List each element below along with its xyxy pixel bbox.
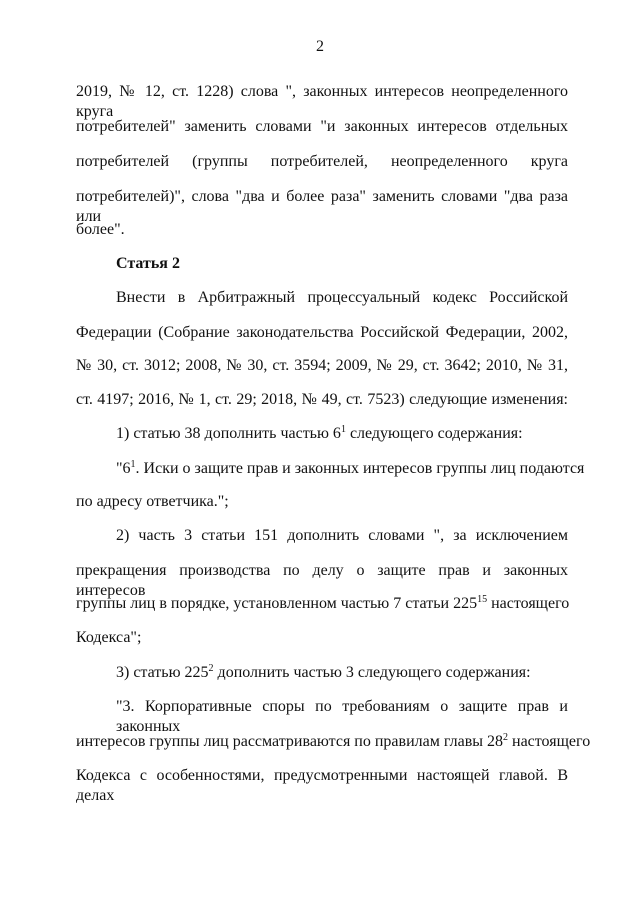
body-line [116,424,568,444]
body-line: прекращения производства по делу о защите прав и законных интересов [76,562,568,599]
line-text: группы лиц в порядке, установленном частью 7 статьи 225 [76,595,478,612]
body-line: 2) часть 3 статьи 151 дополнить словами ", за исключением [116,527,568,544]
body-line [76,732,591,752]
line-text: настоящего [508,733,591,750]
line-text: 1) статью 38 дополнить частью 6 [116,425,341,442]
superscript: 2 [208,663,214,674]
line-text: . Иски о защите прав и законных интересов группы лиц подаются [135,460,585,477]
body-line [116,663,568,683]
superscript: 1 [130,459,136,470]
body-line: "3. Корпоративные споры по требованиям о защите прав и законных [116,698,568,735]
body-line [76,594,568,614]
line-text: интересов группы лиц рассматриваются по правилам главы 28 [76,733,503,750]
article-heading: Статья 2 [116,255,180,272]
body-line: потребителей" заменить словами "и законных интересов отдельных [76,118,568,135]
body-line: ст. 4197; 2016, № 1, ст. 29; 2018, № 49, ст. 7523) следующие изменения: [76,391,568,408]
line-text: дополнить частью 3 следующего содержания: [213,664,531,681]
line-text: настоящего [487,595,570,612]
body-line: более". [76,221,125,238]
line-text: следующего содержания: [345,425,523,442]
superscript: 1 [340,424,346,435]
body-line [116,459,585,479]
body-line: № 30, ст. 3012; 2008, № 30, ст. 3594; 2009, № 29, ст. 3642; 2010, № 31, [76,357,568,374]
body-line: 2019, № 12, ст. 1228) слова ", законных интересов неопределенного круга [76,83,568,120]
body-line: Федерации (Собрание законодательства Российской Федерации, 2002, [76,324,568,341]
line-text: 3) статью 225 [116,664,209,681]
body-line: по адресу ответчика."; [76,493,229,510]
body-line: Внести в Арбитражный процессуальный кодекс Российской [116,289,568,306]
body-line: Кодекса"; [76,629,142,646]
body-line: Кодекса с особенностями, предусмотренными настоящей главой. В делах [76,767,568,804]
body-line: потребителей)", слова "два и более раза" заменить словами "два раза или [76,188,568,225]
superscript: 15 [477,594,488,605]
line-text: "6 [116,460,131,477]
page-number: 2 [316,38,324,55]
superscript: 2 [503,732,508,743]
body-line: потребителей (группы потребителей, неопределенного круга [76,153,568,170]
